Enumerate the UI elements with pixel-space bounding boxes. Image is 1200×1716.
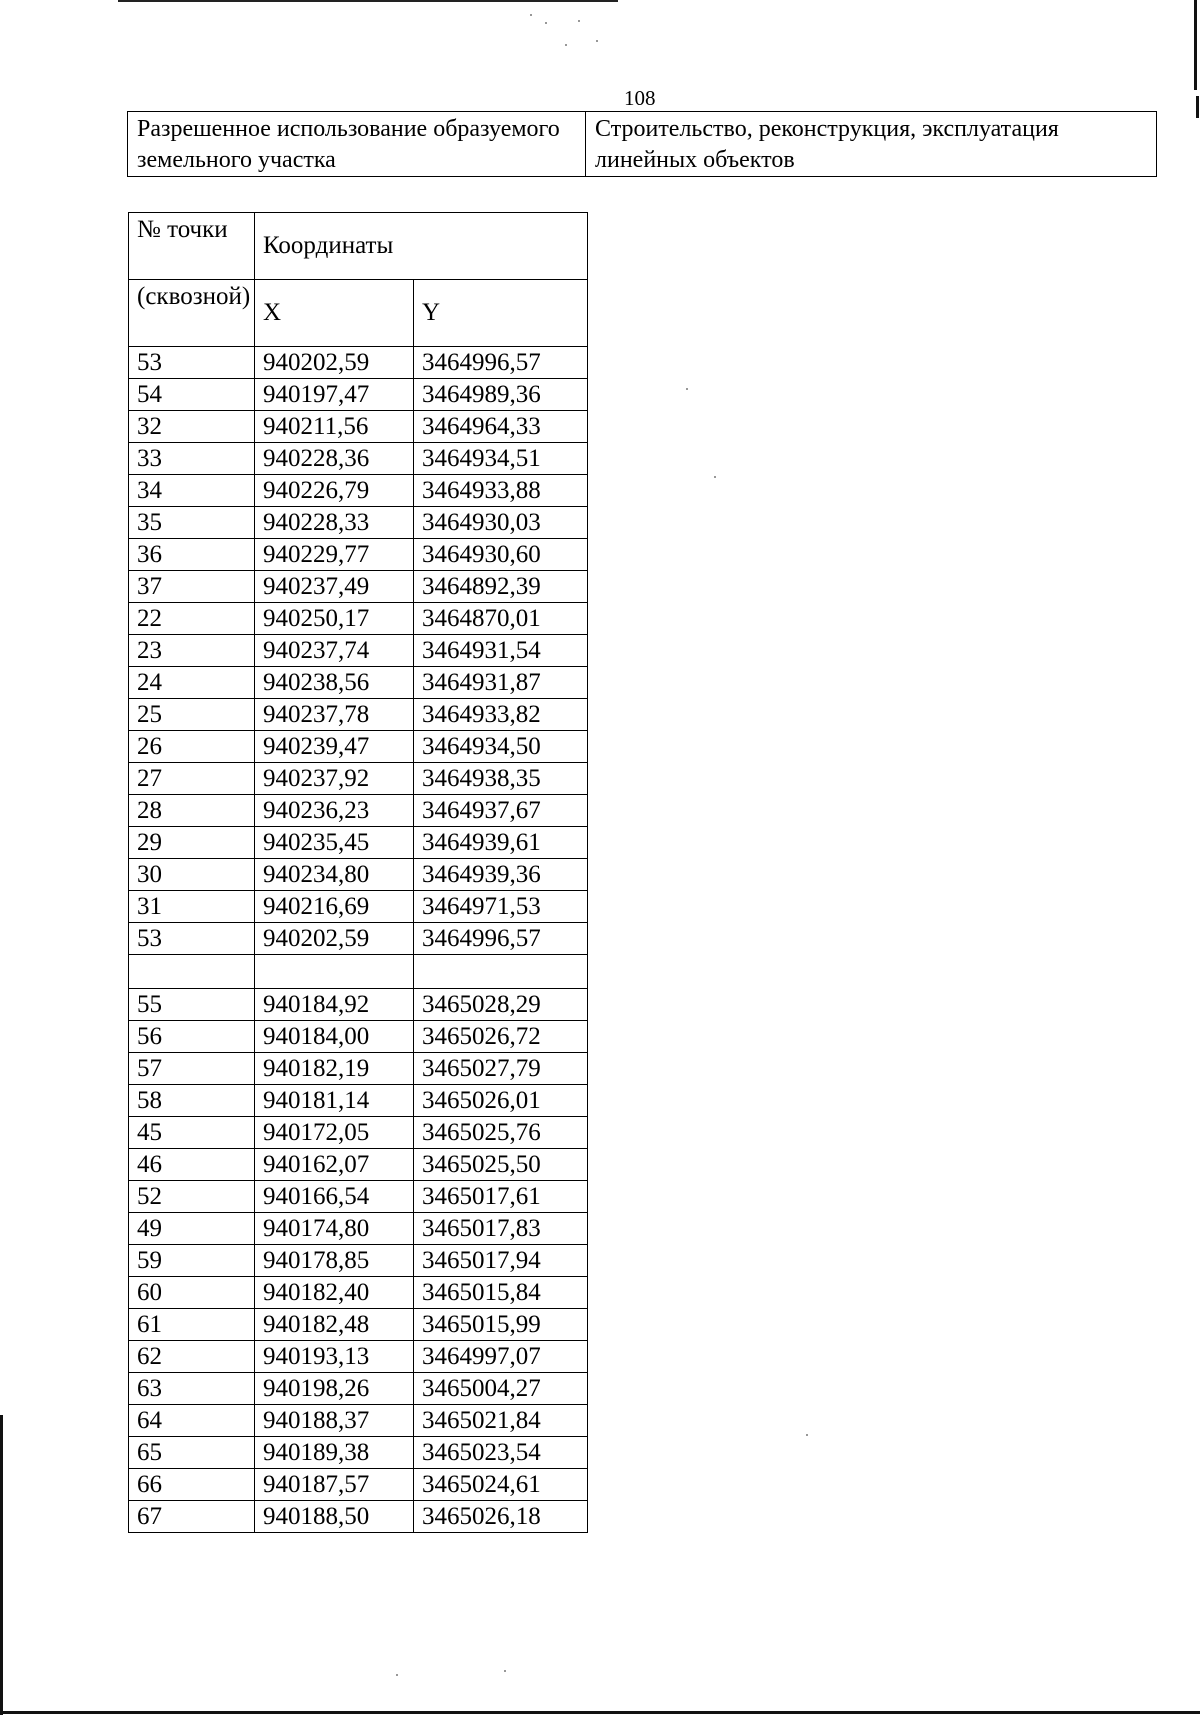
scan-speck — [396, 1674, 398, 1676]
y-coordinate-cell: 3465025,50 — [414, 1149, 588, 1181]
y-coordinate-cell: 3465015,84 — [414, 1277, 588, 1309]
y-coordinate-cell: 3465021,84 — [414, 1405, 588, 1437]
land-use-row — [128, 112, 1157, 177]
point-number-cell: 49 — [129, 1213, 255, 1245]
point-number-cell: 62 — [129, 1341, 255, 1373]
x-coordinate-cell — [255, 955, 414, 989]
y-coordinate-cell: 3464937,67 — [414, 795, 588, 827]
y-coordinate-cell: 3464930,03 — [414, 507, 588, 539]
y-coordinate-cell: 3465025,76 — [414, 1117, 588, 1149]
scan-speck — [545, 22, 547, 24]
table-row — [129, 1117, 588, 1149]
table-row — [129, 635, 588, 667]
y-header: Y — [414, 280, 588, 347]
table-row — [129, 891, 588, 923]
y-coordinate-cell: 3464870,01 — [414, 603, 588, 635]
scan-left-border — [0, 1415, 3, 1715]
table-row — [129, 571, 588, 603]
x-coordinate-cell: 940226,79 — [255, 475, 414, 507]
table-row — [129, 539, 588, 571]
scan-speck — [686, 388, 688, 390]
point-number-cell — [129, 955, 255, 989]
y-coordinate-cell: 3465023,54 — [414, 1437, 588, 1469]
y-coordinate-cell: 3465024,61 — [414, 1469, 588, 1501]
x-coordinate-cell: 940189,38 — [255, 1437, 414, 1469]
y-coordinate-cell: 3465026,18 — [414, 1501, 588, 1533]
x-coordinate-cell: 940182,40 — [255, 1277, 414, 1309]
point-number-cell: 63 — [129, 1373, 255, 1405]
table-row — [129, 923, 588, 955]
y-coordinate-cell: 3464996,57 — [414, 923, 588, 955]
point-number-cell: 30 — [129, 859, 255, 891]
scan-right-border-mark — [1196, 96, 1199, 118]
table-row — [129, 1437, 588, 1469]
y-coordinate-cell: 3465015,99 — [414, 1309, 588, 1341]
point-number-cell: 53 — [129, 923, 255, 955]
y-coordinate-cell: 3464933,82 — [414, 699, 588, 731]
x-coordinate-cell: 940202,59 — [255, 347, 414, 379]
y-coordinate-cell: 3465017,94 — [414, 1245, 588, 1277]
x-coordinate-cell: 940202,59 — [255, 923, 414, 955]
x-coordinate-cell: 940234,80 — [255, 859, 414, 891]
table-row — [129, 1053, 588, 1085]
x-coordinate-cell: 940181,14 — [255, 1085, 414, 1117]
table-row — [129, 347, 588, 379]
point-number-cell: 61 — [129, 1309, 255, 1341]
scan-speck — [565, 44, 567, 46]
x-coordinate-cell: 940211,56 — [255, 411, 414, 443]
point-number-cell: 53 — [129, 347, 255, 379]
point-number-cell: 52 — [129, 1181, 255, 1213]
table-row — [129, 1213, 588, 1245]
table-row — [129, 443, 588, 475]
table-row — [129, 1085, 588, 1117]
coordinates-header-row-1 — [129, 213, 588, 280]
land-use-label: Разрешенное использование образуемого земельного участка — [128, 112, 586, 177]
x-coordinate-cell: 940237,49 — [255, 571, 414, 603]
table-row — [129, 1309, 588, 1341]
table-row — [129, 1373, 588, 1405]
y-coordinate-cell: 3465027,79 — [414, 1053, 588, 1085]
scan-speck — [504, 1670, 506, 1672]
coordinates-header: Координаты — [255, 213, 588, 280]
point-number-cell: 22 — [129, 603, 255, 635]
scan-speck — [714, 476, 716, 478]
x-coordinate-cell: 940162,07 — [255, 1149, 414, 1181]
point-number-cell: 31 — [129, 891, 255, 923]
x-coordinate-cell: 940236,23 — [255, 795, 414, 827]
y-coordinate-cell: 3464930,60 — [414, 539, 588, 571]
x-coordinate-cell: 940250,17 — [255, 603, 414, 635]
point-number-cell: 45 — [129, 1117, 255, 1149]
y-coordinate-cell: 3465017,61 — [414, 1181, 588, 1213]
x-coordinate-cell: 940237,78 — [255, 699, 414, 731]
y-coordinate-cell: 3464997,07 — [414, 1341, 588, 1373]
table-row — [129, 1245, 588, 1277]
x-coordinate-cell: 940228,33 — [255, 507, 414, 539]
scan-speck — [530, 14, 532, 16]
x-coordinate-cell: 940188,37 — [255, 1405, 414, 1437]
table-row — [129, 475, 588, 507]
y-coordinate-cell: 3464931,54 — [414, 635, 588, 667]
point-number-cell: 60 — [129, 1277, 255, 1309]
table-row — [129, 379, 588, 411]
scan-bottom-border — [0, 1711, 1200, 1714]
x-coordinate-cell: 940228,36 — [255, 443, 414, 475]
x-coordinate-cell: 940174,80 — [255, 1213, 414, 1245]
table-row — [129, 1277, 588, 1309]
y-coordinate-cell: 3464939,36 — [414, 859, 588, 891]
table-row — [129, 989, 588, 1021]
y-coordinate-cell: 3464939,61 — [414, 827, 588, 859]
y-coordinate-cell: 3464964,33 — [414, 411, 588, 443]
point-number-cell: 25 — [129, 699, 255, 731]
point-number-cell: 57 — [129, 1053, 255, 1085]
table-row — [129, 699, 588, 731]
x-coordinate-cell: 940197,47 — [255, 379, 414, 411]
point-number-cell: 27 — [129, 763, 255, 795]
x-coordinate-cell: 940184,92 — [255, 989, 414, 1021]
scan-right-border — [1194, 0, 1197, 90]
y-coordinate-cell: 3464933,88 — [414, 475, 588, 507]
y-coordinate-cell — [414, 955, 588, 989]
page-number: 108 — [624, 86, 656, 110]
point-number-cell: 28 — [129, 795, 255, 827]
table-row — [129, 1149, 588, 1181]
land-use-table — [127, 111, 1157, 177]
point-number-cell: 24 — [129, 667, 255, 699]
coordinates-header-row-2 — [129, 280, 588, 347]
x-coordinate-cell: 940237,74 — [255, 635, 414, 667]
table-row — [129, 1021, 588, 1053]
scan-speck — [806, 1434, 808, 1436]
y-coordinate-cell: 3464934,51 — [414, 443, 588, 475]
table-row — [129, 507, 588, 539]
point-number-cell: 67 — [129, 1501, 255, 1533]
table-row — [129, 955, 588, 989]
table-row — [129, 603, 588, 635]
point-number-cell: 35 — [129, 507, 255, 539]
x-header: X — [255, 280, 414, 347]
y-coordinate-cell: 3464971,53 — [414, 891, 588, 923]
table-row — [129, 763, 588, 795]
x-coordinate-cell: 940235,45 — [255, 827, 414, 859]
x-coordinate-cell: 940216,69 — [255, 891, 414, 923]
table-row — [129, 1341, 588, 1373]
x-coordinate-cell: 940172,05 — [255, 1117, 414, 1149]
point-number-cell: 33 — [129, 443, 255, 475]
x-coordinate-cell: 940188,50 — [255, 1501, 414, 1533]
point-number-header: № точки — [129, 213, 255, 280]
point-number-cell: 36 — [129, 539, 255, 571]
coordinates-table — [128, 212, 588, 1533]
point-number-cell: 37 — [129, 571, 255, 603]
point-number-cell: 34 — [129, 475, 255, 507]
table-row — [129, 859, 588, 891]
x-coordinate-cell: 940229,77 — [255, 539, 414, 571]
x-coordinate-cell: 940182,19 — [255, 1053, 414, 1085]
point-number-cell: 59 — [129, 1245, 255, 1277]
point-number-cell: 32 — [129, 411, 255, 443]
y-coordinate-cell: 3465004,27 — [414, 1373, 588, 1405]
x-coordinate-cell: 940238,56 — [255, 667, 414, 699]
scan-speck — [578, 20, 580, 22]
table-row — [129, 667, 588, 699]
x-coordinate-cell: 940237,92 — [255, 763, 414, 795]
point-number-cell: 26 — [129, 731, 255, 763]
point-number-cell: 23 — [129, 635, 255, 667]
x-coordinate-cell: 940182,48 — [255, 1309, 414, 1341]
coordinates-body — [129, 347, 588, 1533]
x-coordinate-cell: 940166,54 — [255, 1181, 414, 1213]
y-coordinate-cell: 3464938,35 — [414, 763, 588, 795]
scan-speck — [596, 40, 598, 42]
point-number-cell: 55 — [129, 989, 255, 1021]
land-use-value: Строительство, реконструкция, эксплуатация линейных объектов — [586, 112, 1157, 177]
point-number-header-cont: (сквозной) — [129, 280, 255, 347]
y-coordinate-cell: 3464989,36 — [414, 379, 588, 411]
x-coordinate-cell: 940178,85 — [255, 1245, 414, 1277]
point-number-cell: 46 — [129, 1149, 255, 1181]
table-row — [129, 1405, 588, 1437]
table-row — [129, 1181, 588, 1213]
x-coordinate-cell: 940187,57 — [255, 1469, 414, 1501]
point-number-cell: 29 — [129, 827, 255, 859]
x-coordinate-cell: 940184,00 — [255, 1021, 414, 1053]
point-number-cell: 66 — [129, 1469, 255, 1501]
table-row — [129, 795, 588, 827]
table-row — [129, 411, 588, 443]
y-coordinate-cell: 3465028,29 — [414, 989, 588, 1021]
x-coordinate-cell: 940239,47 — [255, 731, 414, 763]
x-coordinate-cell: 940193,13 — [255, 1341, 414, 1373]
point-number-cell: 65 — [129, 1437, 255, 1469]
table-row — [129, 1501, 588, 1533]
point-number-cell: 58 — [129, 1085, 255, 1117]
y-coordinate-cell: 3464996,57 — [414, 347, 588, 379]
y-coordinate-cell: 3464931,87 — [414, 667, 588, 699]
table-row — [129, 1469, 588, 1501]
y-coordinate-cell: 3464934,50 — [414, 731, 588, 763]
scan-top-border — [118, 0, 618, 2]
y-coordinate-cell: 3465017,83 — [414, 1213, 588, 1245]
x-coordinate-cell: 940198,26 — [255, 1373, 414, 1405]
point-number-cell: 54 — [129, 379, 255, 411]
y-coordinate-cell: 3465026,01 — [414, 1085, 588, 1117]
table-row — [129, 731, 588, 763]
point-number-cell: 64 — [129, 1405, 255, 1437]
y-coordinate-cell: 3464892,39 — [414, 571, 588, 603]
point-number-cell: 56 — [129, 1021, 255, 1053]
y-coordinate-cell: 3465026,72 — [414, 1021, 588, 1053]
table-row — [129, 827, 588, 859]
